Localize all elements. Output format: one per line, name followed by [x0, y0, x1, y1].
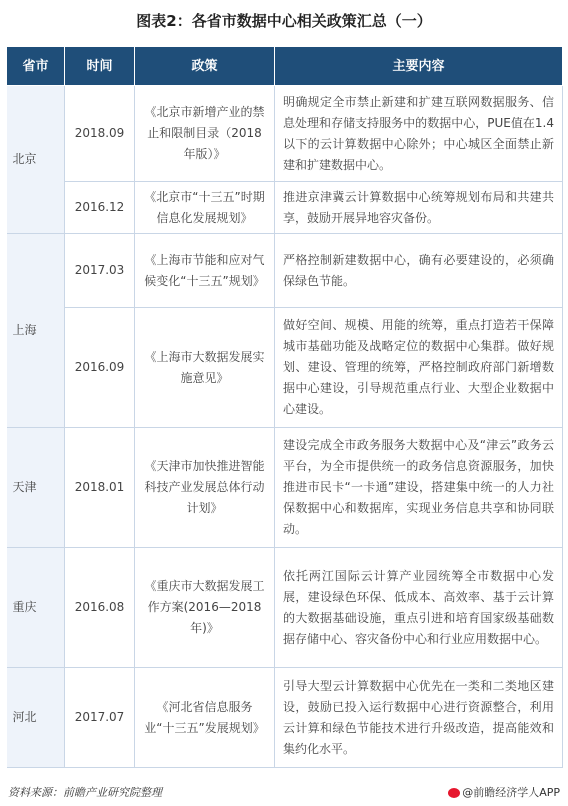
province-cell: 北京: [7, 86, 65, 234]
table-row: [7, 86, 563, 182]
content-cell: 推进京津冀云计算数据中心统筹规划布局和共建共享，鼓励开展异地容灾备份。: [275, 182, 563, 234]
content-cell: 引导大型云计算数据中心优先在一类和二类地区建设，鼓励已投入运行数据中心进行资源整合，利用云计算和绿色节能技术进行升级改造，提高能效和集约化水平。: [275, 668, 563, 768]
policy-cell: 《河北省信息服务业“十三五”发展规划》: [135, 668, 275, 768]
table-header-row: [7, 47, 563, 86]
province-cell: 上海: [7, 234, 65, 428]
content-cell: 明确规定全市禁止新建和扩建互联网数据服务、信息处理和存储支持服务中的数据中心，PUE值在1.4以下的云计算数据中心除外；中心城区全面禁止新建和扩建数据中心。: [275, 86, 563, 182]
header-content: 主要内容: [275, 47, 563, 86]
policy-cell: 《上海市节能和应对气候变化“十三五”规划》: [135, 234, 275, 308]
header-province: 省市: [7, 47, 65, 86]
policy-cell: 《北京市“十三五”时期信息化发展规划》: [135, 182, 275, 234]
time-cell: 2016.09: [65, 308, 135, 428]
time-cell: 2017.03: [65, 234, 135, 308]
header-policy: 政策: [135, 47, 275, 86]
brand-label: @前瞻经济学人APP: [462, 786, 560, 799]
content-cell: 做好空间、规模、用能的统筹，重点打造若干保障城市基础功能及战略定位的数据中心集群。做好规划、建设、管理的统筹，严格控制政府部门新增数据中心建设，引导规范重点行业、大型企业数据中心建设。: [275, 308, 563, 428]
table-row: [7, 668, 563, 768]
time-cell: 2016.12: [65, 182, 135, 234]
policy-cell: 《上海市大数据发展实施意见》: [135, 308, 275, 428]
source-note: 资料来源：前瞻产业研究院整理: [8, 786, 162, 799]
table-row: [7, 548, 563, 668]
province-cell: 天津: [7, 428, 65, 548]
table-row: [7, 428, 563, 548]
province-cell: 河北: [7, 668, 65, 768]
table-row: [7, 182, 563, 234]
policy-cell: 《天津市加快推进智能科技产业发展总体行动计划》: [135, 428, 275, 548]
policy-table: [6, 46, 563, 768]
content-cell: 依托两江国际云计算产业园统筹全市数据中心发展，建设绿色环保、低成本、高效率、基于云计算的大数据基础设施，重点引进和培育国家级基础数据存储中心、容灾备份中心和行业应用数据中心。: [275, 548, 563, 668]
content-cell: 建设完成全市政务服务大数据中心及“津云”政务云平台，为全市提供统一的政务信息资源服务，加快推进市民卡“一卡通”建设，搭建集中统一的人力社保数据中心和数据库，实现业务信息共享和协同联动。: [275, 428, 563, 548]
time-cell: 2017.07: [65, 668, 135, 768]
policy-cell: 《重庆市大数据发展工作方案(2016—2018年)》: [135, 548, 275, 668]
time-cell: 2018.09: [65, 86, 135, 182]
page-title: 图表2：各省市数据中心相关政策汇总（一）: [136, 12, 432, 30]
time-cell: 2018.01: [65, 428, 135, 548]
province-cell: 重庆: [7, 548, 65, 668]
brand-credit: [448, 784, 560, 800]
time-cell: 2016.08: [65, 548, 135, 668]
header-time: 时间: [65, 47, 135, 86]
table-row: [7, 234, 563, 308]
weibo-icon: [448, 788, 460, 798]
content-cell: 严格控制新建数据中心，确有必要建设的，必须确保绿色节能。: [275, 234, 563, 308]
policy-cell: 《北京市新增产业的禁止和限制目录（2018年版）》: [135, 86, 275, 182]
table-row: [7, 308, 563, 428]
